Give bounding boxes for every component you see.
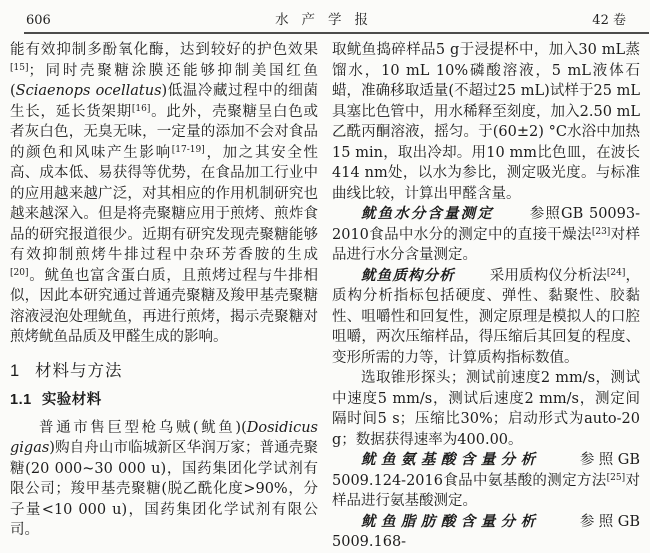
text-run: ，质构分析指标包括硬度、弹性、黏聚性、胶黏性、咀嚼性和回复性，测定原理是模拟人的口腔咀嚼，两次压缩样品，得压缩后其回复的程度、变形所需的力等，计算质构指标数值。 [332,267,641,366]
left-column [10,40,318,553]
citation-ref: [16] [131,104,151,114]
text-run: 。此外，壳聚糖呈白色或者灰白色，无臭无味，一定量的添加不会对食品的颜色和风味产生影响 [10,103,319,161]
paragraph [332,368,640,450]
text-run: 参照GB 50093-2010食品中水分的测定中的直接干燥法 [332,206,641,243]
heading-title: 材料与方法 [35,361,123,380]
text-run: 能有效抑制多酚氧化酶，达到较好的护色效果 [10,42,318,58]
text-run: 参照GB 5009.168- [332,513,640,550]
heading-number: 1 [10,361,21,380]
paragraph [10,418,318,541]
text-run: )购自舟山市临城新区华润万家；普通壳聚糖(20 000~30 000 u)，国药集团化学试剂有限公司；羧甲基壳聚糖(脱乙酰化度>90%，分子量<10 000 u)，国药集团化学试剂有限公司。 [10,440,318,538]
paragraph [332,512,640,553]
text-run: )低温冷藏过程中的细菌生长，延长货架期 [10,83,318,120]
citation-ref: [15] [10,63,29,73]
citation-ref: [23] [591,227,611,237]
text-run: 参照GB 5009.124-2016食品中氨基酸的测定方法 [332,452,640,489]
text-run: ，加之其安全性高、成本低、易获得等优势，在食品加工行业中的应用越来越广泛，对其相应的作用机制研究也越来越深入。但是将壳聚糖应用于煎烤、煎炸食品的研究报道很少。近期有研究发现壳聚糖能够有效抑制煎烤牛排过程中杂环芳香胺的生成 [10,144,319,263]
text-run: 对样品进行氨基酸测定。 [332,472,640,509]
runin-heading: 鱿鱼脂肪酸含量分析 [361,512,541,530]
runin-heading: 鱿鱼质构分析 [361,266,455,284]
text-run: 对样品进行水分含量测定。 [332,226,641,263]
text-run: 采用质构仪分析法 [489,267,607,284]
right-column [332,40,640,553]
volume-label: 42 卷 [592,13,626,28]
paragraph [10,40,318,348]
paragraph [332,40,640,204]
species-name: Sciaenops ocellatus [15,83,162,99]
runin-heading: 鱿鱼氨基酸含量分析 [361,451,541,468]
section-heading [10,361,318,382]
page-header [0,0,650,28]
species-name: Dosidicus gigas [10,419,318,456]
two-column-body [0,34,650,553]
paragraph [332,450,640,512]
citation-ref: [20] [10,268,29,278]
page-number: 606 [26,13,51,28]
text-run: ；同时壳聚糖涂膜还能够抑制美国红鱼( [10,62,318,99]
runin-heading: 鱿鱼水分含量测定 [361,205,494,222]
text-run: 。鱿鱼也富含蛋白质，且煎烤过程与牛排相似，因此本研究通过普通壳聚糖及羧甲基壳聚糖溶液浸泡处理鱿鱼，再进行煎烤，揭示壳聚糖对煎烤鱿鱼品质及甲醛生成的影响。 [10,267,318,345]
text-run: 普通市售巨型枪乌贼(鱿鱼)( [39,419,247,436]
text-run: 取鱿鱼捣碎样品5 g于浸提杯中，加入30 mL蒸馏水，10 mL 10%磷酸溶液，5 mL液体石蜡，准确移取适量(不超过25 mL)试样于25 mL具塞比色管中，用水稀释至刻度，加入2.50 mL乙酰丙酮溶液，摇匀。于(60±2) °C水浴中加热15 min，取出冷却。用10 mm比色皿，在波长414 nm处，以水为参比，测定吸光度。与标准曲线比较，计算出甲醛含量。 [332,42,640,202]
heading-number: 1.1 [10,392,32,408]
citation-ref: [24] [606,268,626,278]
heading-title: 实验材料 [41,392,102,408]
paragraph [332,204,640,266]
citation-ref: [17-19] [171,145,205,155]
text-run: 选取锥形探头；测试前速度2 mm/s，测试中速度5 mm/s，测试后速度2 mm/s，测定间隔时间5 s；压缩比30%；启动形式为auto-20 g；数据获得速率为400.00。 [332,370,640,448]
citation-ref: [25] [606,473,626,483]
subsection-heading [10,390,318,411]
paragraph [332,266,640,369]
journal-title: 水产学报 [275,12,382,28]
